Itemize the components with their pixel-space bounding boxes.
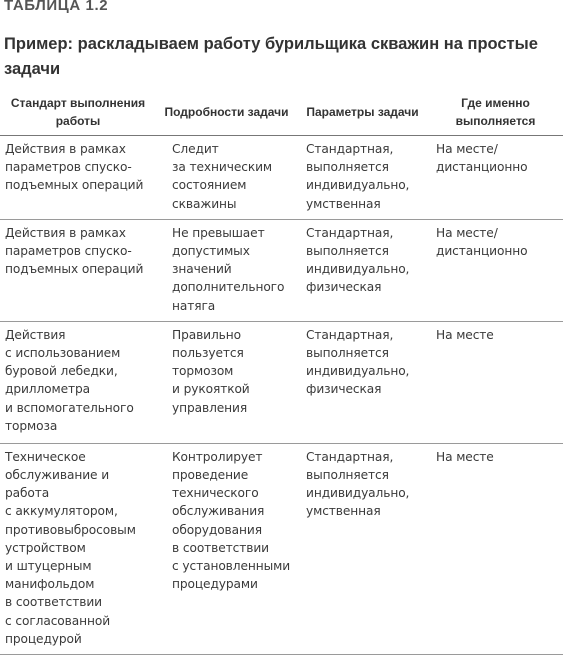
cell-standard: Действия в рамках параметров спуско- подъемных операций xyxy=(0,219,156,321)
table-header xyxy=(0,88,563,136)
header-standard: Стандарт выполнения работы xyxy=(0,88,156,136)
cell-details: Контролирует проведение технического обслуживания оборудования в соответствии с установленными процедурами xyxy=(156,443,297,654)
cell-params: Стандартная, выполняется индивидуально, умственная xyxy=(297,136,428,220)
cell-standard: Действия с использованием буровой лебедки, дриллометра и вспомогательного тормоза xyxy=(0,321,156,443)
header-details: Подробности задачи xyxy=(156,88,297,136)
table-row xyxy=(0,219,563,321)
table-row xyxy=(0,443,563,654)
task-breakdown-table xyxy=(0,88,563,655)
table-title: Пример: раскладываем работу бурильщика скважин на простые задачи xyxy=(4,35,538,78)
cell-location: На месте xyxy=(428,321,563,443)
cell-standard: Действия в рамках параметров спуско- подъемных операций xyxy=(0,136,156,220)
cell-details: Правильно пользуется тормозом и рукояткой управления xyxy=(156,321,297,443)
table-row xyxy=(0,321,563,443)
table-label: ТАБЛИЦА 1.2 xyxy=(4,0,109,14)
cell-details: Следит за техническим состоянием скважины xyxy=(156,136,297,220)
header-location: Где именно выполняется xyxy=(428,88,563,136)
table-row xyxy=(0,136,563,220)
header-params: Параметры задачи xyxy=(297,88,428,136)
cell-location: На месте/ дистанционно xyxy=(428,219,563,321)
cell-params: Стандартная, выполняется индивидуально, физическая xyxy=(297,219,428,321)
header-row xyxy=(0,88,563,136)
cell-standard: Техническое обслуживание и работа с аккумулятором, противовыбросовым устройством и штуцерным манифольдом в соответствии с согласованной процедурой xyxy=(0,443,156,654)
cell-location: На месте xyxy=(428,443,563,654)
table-body xyxy=(0,136,563,655)
cell-params: Стандартная, выполняется индивидуально, физическая xyxy=(297,321,428,443)
cell-details: Не превышает допустимых значений дополнительного натяга xyxy=(156,219,297,321)
cell-params: Стандартная, выполняется индивидуально, умственная xyxy=(297,443,428,654)
cell-location: На месте/ дистанционно xyxy=(428,136,563,220)
